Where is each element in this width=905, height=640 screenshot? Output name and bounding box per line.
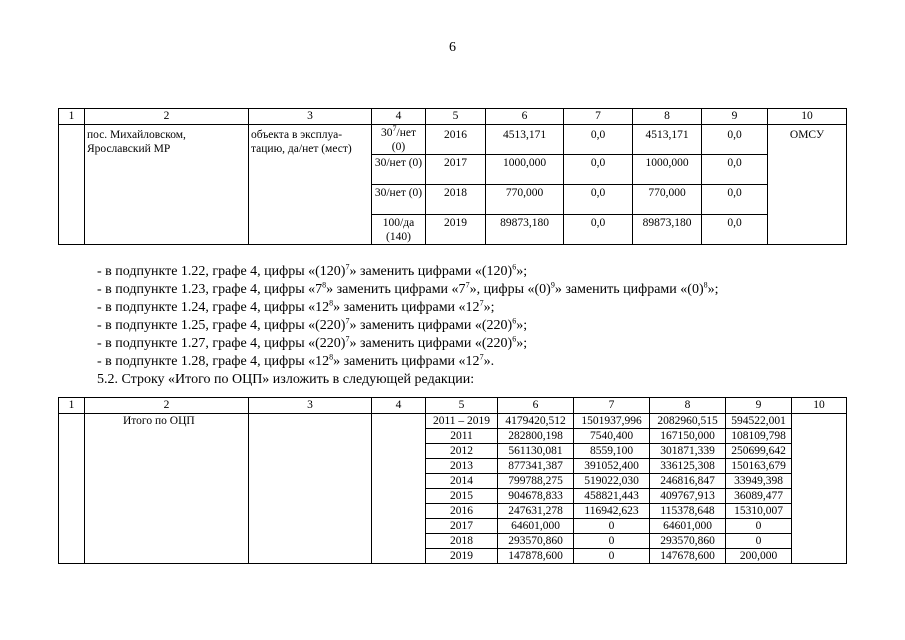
- header-cell: 5: [426, 398, 498, 414]
- federal-cell: 0: [574, 519, 650, 534]
- footnote-mark: 7: [465, 280, 470, 290]
- federal-cell: 458821,443: [574, 489, 650, 504]
- footnote-mark: 8: [322, 280, 327, 290]
- text-span: » заменить цифрами «(220): [349, 336, 513, 351]
- amendment-paragraphs: [97, 263, 719, 389]
- total-cell: 770,000: [486, 185, 564, 215]
- object-cell: объекта в эксплуа-тацию, да/нет (мест): [249, 125, 372, 245]
- header-cell: 4: [372, 398, 426, 414]
- federal-cell: 0,0: [564, 125, 633, 155]
- local-cell: 0: [726, 534, 792, 549]
- total-cell: 4179420,512: [498, 414, 574, 429]
- footnote-mark: 8: [329, 352, 334, 362]
- federal-cell: 0: [574, 549, 650, 564]
- paragraph: [97, 317, 719, 335]
- executor-cell: [792, 414, 847, 564]
- text-span: »;: [516, 264, 528, 279]
- header-cell: 9: [726, 398, 792, 414]
- header-cell: 1: [59, 109, 85, 125]
- header-cell: 5: [426, 109, 486, 125]
- footnote-mark: 9: [550, 280, 555, 290]
- header-cell: 6: [486, 109, 564, 125]
- regional-cell: 246816,847: [650, 474, 726, 489]
- federal-cell: 0,0: [564, 185, 633, 215]
- text-span: » заменить цифрами «12: [333, 354, 480, 369]
- local-cell: 150163,679: [726, 459, 792, 474]
- text-span: », цифры «(0): [469, 282, 551, 297]
- capacity-cell: 100/да (140): [372, 215, 426, 245]
- text-span: » заменить цифрами «(0): [554, 282, 704, 297]
- federal-cell: 519022,030: [574, 474, 650, 489]
- section-paragraph: 5.2. Строку «Итого по ОЦП» изложить в следующей редакции:: [97, 372, 475, 387]
- header-cell: 7: [574, 398, 650, 414]
- federal-cell: 7540,400: [574, 429, 650, 444]
- total-cell: 4513,171: [486, 125, 564, 155]
- footnote-mark: 7: [345, 262, 350, 272]
- capacity-suffix: /нет (0): [391, 127, 416, 153]
- total-cell: 247631,278: [498, 504, 574, 519]
- regional-cell: 64601,000: [650, 519, 726, 534]
- regional-cell: 167150,000: [650, 429, 726, 444]
- paragraph: [97, 281, 719, 299]
- footnote-mark: 7: [479, 352, 484, 362]
- year-cell: 2013: [426, 459, 498, 474]
- total-cell: 282800,198: [498, 429, 574, 444]
- header-cell: 4: [372, 109, 426, 125]
- object-cell: [249, 414, 372, 564]
- year-cell: 2012: [426, 444, 498, 459]
- header-cell: 3: [249, 109, 372, 125]
- text-span: » заменить цифрами «7: [326, 282, 466, 297]
- local-cell: 33949,398: [726, 474, 792, 489]
- regional-cell: 1000,000: [633, 155, 702, 185]
- capacity-cell: 30/нет (0): [372, 185, 426, 215]
- footnote-mark: 6: [512, 316, 517, 326]
- year-cell: 2018: [426, 534, 498, 549]
- text-span: »;: [516, 318, 528, 333]
- header-cell: 3: [249, 398, 372, 414]
- regional-cell: 409767,913: [650, 489, 726, 504]
- federal-cell: 391052,400: [574, 459, 650, 474]
- year-cell: 2011 – 2019: [426, 414, 498, 429]
- regional-cell: 2082960,515: [650, 414, 726, 429]
- regional-cell: 115378,648: [650, 504, 726, 519]
- text-span: »;: [516, 336, 528, 351]
- local-cell: 200,000: [726, 549, 792, 564]
- header-cell: 1: [59, 398, 85, 414]
- regional-cell: 770,000: [633, 185, 702, 215]
- header-cell: 10: [768, 109, 847, 125]
- federal-cell: 0,0: [564, 155, 633, 185]
- header-cell: 2: [85, 398, 249, 414]
- footnote-mark: 6: [512, 334, 517, 344]
- year-cell: 2019: [426, 215, 486, 245]
- paragraph: [97, 353, 719, 371]
- year-cell: 2016: [426, 504, 498, 519]
- row-number-cell: [59, 125, 85, 245]
- page-number: 6: [449, 40, 456, 55]
- year-cell: 2016: [426, 125, 486, 155]
- capacity-value: 30: [381, 127, 393, 139]
- regional-cell: 301871,339: [650, 444, 726, 459]
- header-cell: 8: [633, 109, 702, 125]
- local-cell: 0,0: [702, 215, 768, 245]
- local-cell: 0,0: [702, 155, 768, 185]
- footnote-mark: 7: [345, 334, 350, 344]
- year-cell: 2018: [426, 185, 486, 215]
- total-cell: 877341,387: [498, 459, 574, 474]
- header-cell: 10: [792, 398, 847, 414]
- header-cell: 9: [702, 109, 768, 125]
- paragraph: [97, 299, 719, 317]
- total-cell: 904678,833: [498, 489, 574, 504]
- text-span: - в подпункте 1.24, графе 4, цифры «12: [97, 300, 330, 315]
- local-cell: 0,0: [702, 185, 768, 215]
- table-header-row: [59, 109, 847, 125]
- year-cell: 2019: [426, 549, 498, 564]
- regional-cell: 4513,171: [633, 125, 702, 155]
- local-cell: 0: [726, 519, 792, 534]
- paragraph: [97, 263, 719, 281]
- regional-cell: 336125,308: [650, 459, 726, 474]
- local-cell: 594522,001: [726, 414, 792, 429]
- footnote-mark: 6: [512, 262, 517, 272]
- text-span: » заменить цифрами «(220): [349, 318, 513, 333]
- header-cell: 8: [650, 398, 726, 414]
- total-cell: 147878,600: [498, 549, 574, 564]
- local-cell: 36089,477: [726, 489, 792, 504]
- federal-cell: 1501937,996: [574, 414, 650, 429]
- total-cell: 293570,860: [498, 534, 574, 549]
- label-cell: Итого по ОЦП: [85, 414, 249, 564]
- table-row: [59, 414, 847, 429]
- text-span: » заменить цифрами «12: [333, 300, 480, 315]
- regional-cell: 147678,600: [650, 549, 726, 564]
- capacity-cell: [372, 414, 426, 564]
- footnote-mark: 8: [329, 298, 334, 308]
- year-cell: 2017: [426, 519, 498, 534]
- footnote-mark: 7: [392, 124, 397, 134]
- program-total-table: [58, 397, 847, 564]
- text-span: - в подпункте 1.25, графе 4, цифры «(220): [97, 318, 346, 333]
- executor-cell: ОМСУ: [768, 125, 847, 245]
- local-cell: 0,0: [702, 125, 768, 155]
- text-span: - в подпункте 1.28, графе 4, цифры «12: [97, 354, 330, 369]
- regional-cell: 89873,180: [633, 215, 702, 245]
- local-cell: 15310,007: [726, 504, 792, 519]
- total-cell: 561130,081: [498, 444, 574, 459]
- header-cell: 7: [564, 109, 633, 125]
- year-cell: 2017: [426, 155, 486, 185]
- local-cell: 250699,642: [726, 444, 792, 459]
- program-table-top: [58, 108, 847, 245]
- capacity-cell: 30/нет (0): [372, 155, 426, 185]
- federal-cell: 8559,100: [574, 444, 650, 459]
- total-cell: 799788,275: [498, 474, 574, 489]
- federal-cell: 116942,623: [574, 504, 650, 519]
- table-header-row: [59, 398, 847, 414]
- text-span: ».: [483, 354, 495, 369]
- text-span: - в подпункте 1.27, графе 4, цифры «(220): [97, 336, 346, 351]
- total-cell: 64601,000: [498, 519, 574, 534]
- capacity-cell: [372, 125, 426, 155]
- text-span: » заменить цифрами «(120): [349, 264, 513, 279]
- federal-cell: 0,0: [564, 215, 633, 245]
- year-cell: 2011: [426, 429, 498, 444]
- year-cell: 2014: [426, 474, 498, 489]
- row-number-cell: [59, 414, 85, 564]
- footnote-mark: 7: [345, 316, 350, 326]
- text-span: - в подпункте 1.23, графе 4, цифры «7: [97, 282, 323, 297]
- year-cell: 2015: [426, 489, 498, 504]
- header-cell: 6: [498, 398, 574, 414]
- total-cell: 89873,180: [486, 215, 564, 245]
- table-row: [59, 125, 847, 155]
- regional-cell: 293570,860: [650, 534, 726, 549]
- footnote-mark: 8: [703, 280, 708, 290]
- text-span: »;: [483, 300, 495, 315]
- local-cell: 108109,798: [726, 429, 792, 444]
- header-cell: 2: [85, 109, 249, 125]
- text-span: - в подпункте 1.22, графе 4, цифры «(120): [97, 264, 346, 279]
- paragraph: [97, 335, 719, 353]
- text-span: »;: [707, 282, 719, 297]
- total-cell: 1000,000: [486, 155, 564, 185]
- federal-cell: 0: [574, 534, 650, 549]
- place-cell: пос. Михайловском, Ярославский МР: [85, 125, 249, 245]
- footnote-mark: 7: [479, 298, 484, 308]
